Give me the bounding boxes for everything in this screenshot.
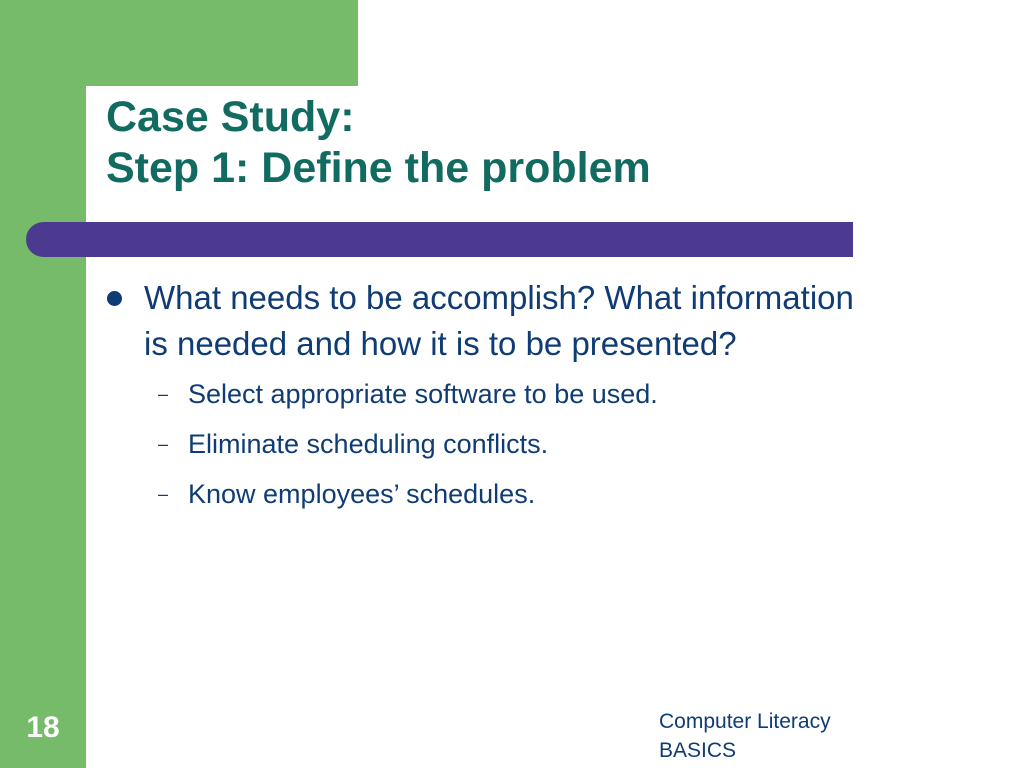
sub-bullet-list bbox=[104, 369, 884, 519]
dash-icon: – bbox=[158, 384, 169, 404]
slide-number: 18 bbox=[26, 711, 60, 744]
slide-title-line-2: Step 1: Define the problem bbox=[106, 144, 651, 192]
slide-title-line-1: Case Study: bbox=[106, 93, 355, 141]
footer-line-1: Computer Literacy bbox=[659, 710, 831, 733]
slide-content bbox=[104, 275, 884, 519]
bullet-dot-icon bbox=[107, 291, 122, 306]
main-bullet bbox=[104, 275, 884, 367]
dash-icon: – bbox=[158, 434, 169, 454]
sub-bullet bbox=[104, 419, 884, 469]
sub-bullet-text: Eliminate scheduling conflicts. bbox=[188, 429, 549, 459]
sub-bullet-text: Select appropriate software to be used. bbox=[188, 379, 658, 409]
sub-bullet-text: Know employees’ schedules. bbox=[188, 479, 536, 509]
dash-icon: – bbox=[158, 484, 169, 504]
sub-bullet bbox=[104, 469, 884, 519]
title-divider-bar bbox=[26, 222, 853, 257]
main-bullet-text: What needs to be accomplish? What information is needed and how it is to be presented? bbox=[144, 279, 854, 362]
footer-line-2: BASICS bbox=[659, 739, 737, 762]
green-top-band bbox=[0, 0, 358, 86]
slide-title bbox=[106, 92, 651, 194]
green-sidebar bbox=[0, 0, 86, 768]
sub-bullet bbox=[104, 369, 884, 419]
footer-text bbox=[659, 707, 831, 765]
